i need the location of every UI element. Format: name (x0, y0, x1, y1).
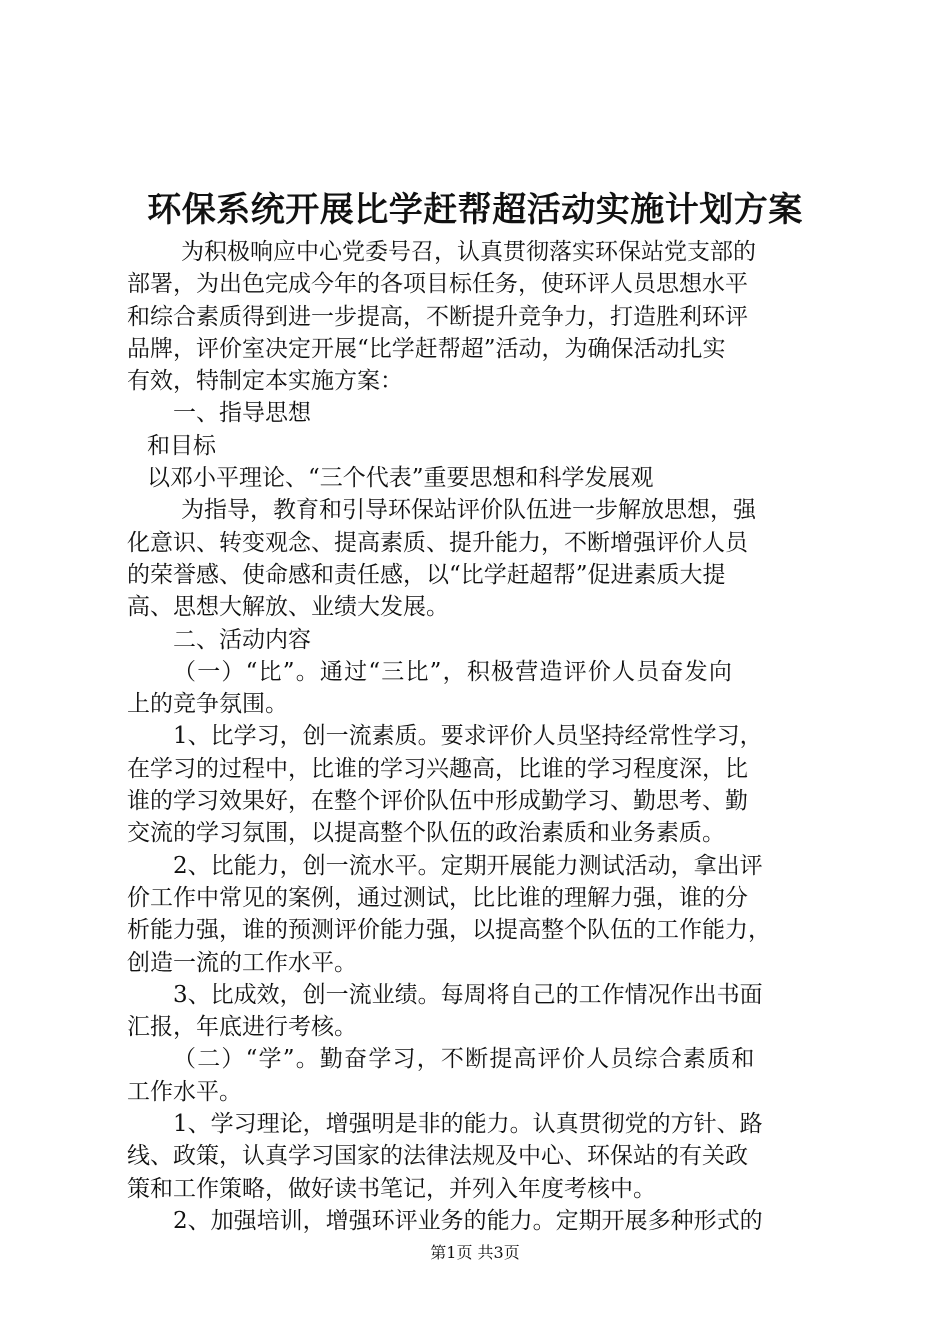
paragraph-line: 有效，特制定本实施方案： (127, 368, 403, 395)
paragraph-line: 为积极响应中心党委号召，认真贯彻落实环保站党支部的 (181, 239, 756, 265)
subsection-heading: （二）“学”。勤奋学习，不断提高评价人员综合素质和 (173, 1046, 756, 1073)
paragraph-line: 和综合素质得到进一步提高，不断提升竞争力，打造胜利环评 (127, 303, 748, 330)
paragraph-line: 谁的学习效果好，在整个评价队伍中形成勤学习、勤思考、勤 (127, 788, 748, 815)
paragraph-line: 的荣誉感、使命感和责任感，以“比学赶超帮”促进素质大提 (127, 561, 726, 588)
section-heading: 二、活动内容 (173, 626, 311, 653)
paragraph-line: 上的竞争氛围。 (127, 691, 288, 718)
paragraph-line: 2、加强培训，增强环评业务的能力。定期开展多种形式的 (173, 1207, 763, 1234)
paragraph-line: 化意识、转变观念、提高素质、提升能力，不断增强评价人员 (127, 529, 748, 556)
page-number: 第1页 共3页 (430, 1243, 520, 1262)
paragraph-line: 高、思想大解放、业绩大发展。 (127, 594, 449, 621)
paragraph-line: 2、比能力，创一流水平。定期开展能力测试活动，拿出评 (173, 852, 763, 879)
paragraph-line: 工作水平。 (127, 1078, 242, 1105)
paragraph-line: 部署，为出色完成今年的各项目标任务，使环评人员思想水平 (127, 271, 748, 298)
subsection-heading: （一）“比”。通过“三比”，积极营造评价人员奋发向 (173, 658, 734, 685)
paragraph-line: 品牌，评价室决定开展“比学赶帮超”活动，为确保活动扎实 (127, 335, 726, 362)
document-body (127, 236, 847, 1237)
section-heading-continued: 和目标 (147, 432, 216, 459)
paragraph-line: 策和工作策略，做好读书笔记，并列入年度考核中。 (127, 1175, 656, 1202)
section-heading: 一、指导思想 (173, 400, 311, 427)
paragraph-line: 价工作中常见的案例，通过测试，比比谁的理解力强，谁的分 (127, 884, 748, 911)
paragraph-line: 在学习的过程中，比谁的学习兴趣高，比谁的学习程度深，比 (127, 755, 748, 782)
paragraph-line: 1、学习理论，增强明是非的能力。认真贯彻党的方针、路 (173, 1111, 763, 1138)
paragraph-line: 汇报，年底进行考核。 (127, 1014, 357, 1041)
paragraph-line: 以邓小平理论、“三个代表”重要思想和科学发展观 (147, 465, 654, 492)
paragraph-line: 交流的学习氛围，以提高整个队伍的政治素质和业务素质。 (127, 820, 725, 847)
paragraph-line: 创造一流的工作水平。 (127, 949, 357, 976)
paragraph-line: 3、比成效，创一流业绩。每周将自己的工作情况作出书面 (173, 981, 763, 1008)
paragraph-line: 析能力强，谁的预测评价能力强，以提高整个队伍的工作能力， (127, 917, 771, 944)
paragraph-line: 1、比学习，创一流素质。要求评价人员坚持经常性学习， (173, 723, 763, 750)
paragraph-line: 线、政策，认真学习国家的法律法规及中心、环保站的有关政 (127, 1143, 748, 1170)
document-title: 环保系统开展比学赶帮超活动实施计划方案 (147, 190, 803, 230)
paragraph-line: 为指导，教育和引导环保站评价队伍进一步解放思想，强 (181, 497, 756, 524)
